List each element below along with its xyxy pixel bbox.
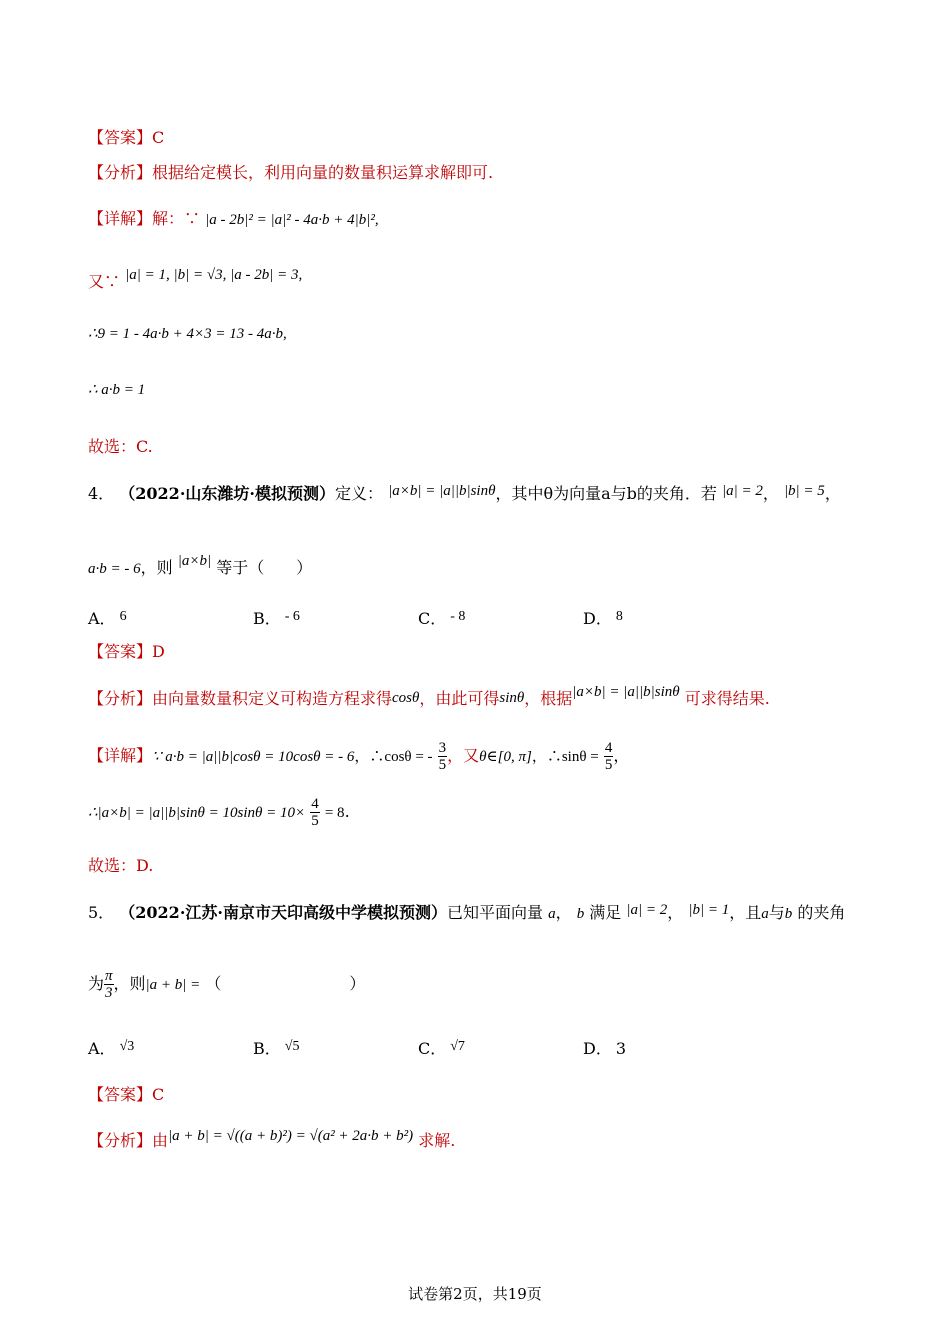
q4-detail-also: ，又 <box>447 746 480 765</box>
q5-option-a: A． √3 <box>88 1039 135 1058</box>
q4-analysis-sin: sinθ <box>499 690 525 706</box>
q5-stem-sep: ， <box>667 903 684 922</box>
page-footer: 试卷第2页，共19页 <box>408 1285 542 1303</box>
q4-detail-sin: ，∴sinθ = <box>531 749 599 765</box>
q4-detail-end: ， <box>613 746 630 765</box>
q5-stem-2: ， <box>555 903 572 922</box>
q4-stem-line1 <box>88 483 841 506</box>
q5-number: 5． <box>88 903 115 922</box>
q4-stem-sep: ， <box>762 484 779 503</box>
q4-number: 4． <box>88 484 115 503</box>
q5-answer: 【答案】C <box>88 1085 165 1104</box>
q4-result-dot: . <box>344 802 350 821</box>
q5-stem-line2 <box>88 968 365 1001</box>
q4-detail-label: 【详解】 <box>88 746 153 765</box>
q5-analysis-expr: |a + b| = √((a + b)²) = √(a² + 2a·b + b²) <box>168 1128 414 1144</box>
q5-analysis-2: 求解. <box>418 1131 456 1150</box>
q4-line2-text: ，则 <box>140 558 173 577</box>
q5-option-b: B． √5 <box>253 1039 300 1058</box>
q3-also <box>88 263 303 291</box>
q5-frac-pi-3: $\frac{\pi}{3}$ <box>105 968 113 1001</box>
q3-analysis: 【分析】根据给定模长，利用向量的数量积运算求解即可. <box>88 163 494 182</box>
q4-frac-3-5: $\frac{3}{5}$ <box>438 740 447 773</box>
q4-choose: 故选：D. <box>88 856 154 875</box>
q4-detail-range: θ∈[0, π] <box>479 749 532 765</box>
q5-option-c: C． √7 <box>418 1039 465 1058</box>
q5-stem-4: ，且 <box>729 903 762 922</box>
q4-source: （2022·山东潍坊·模拟预测） <box>119 484 335 503</box>
q5-stem-line1 <box>88 902 845 925</box>
q5-source: （2022·江苏·南京市天印高级中学模拟预测） <box>119 903 447 922</box>
q4-analysis-3: ，根据 <box>524 689 573 708</box>
q3-also-expr: |a| = 1, |b| = √3, |a - 2b| = 3, <box>125 267 303 283</box>
q5-line2-ask: |a + b| = <box>145 977 201 993</box>
q4-answer: 【答案】D <box>88 642 165 661</box>
q4-stem-cond1: |a| = 2 <box>721 483 763 499</box>
q4-detail-expr: ∵ a·b = |a||b|cosθ = 10cosθ = - 6 <box>152 749 355 765</box>
q5-stem-7: b <box>784 906 793 922</box>
q4-analysis-cos: cosθ <box>392 690 420 706</box>
q4-analysis-def: |a×b| = |a||b|sinθ <box>572 684 680 700</box>
q4-option-d: D． 8 <box>583 609 623 628</box>
q3-therefore-1: ∴9 = 1 - 4a·b + 4×3 = 13 - 4a·b, <box>88 326 287 342</box>
q5-stem-8: 的夹角 <box>797 903 846 922</box>
q5-analysis <box>88 1130 455 1153</box>
q4-frac-result: $\frac{4}{5}$ <box>311 796 319 829</box>
q3-detail <box>88 208 379 231</box>
q4-analysis-2: ，由此可得 <box>419 689 500 708</box>
q4-analysis <box>88 684 770 711</box>
q4-frac-4-5: $\frac{4}{5}$ <box>604 740 613 773</box>
q5-line2-2: ，则 <box>113 974 146 993</box>
q4-result-expr: ∴|a×b| = |a||b|sinθ = 10sinθ = 10× <box>88 805 306 821</box>
q5-stem-5: a <box>761 906 769 922</box>
q5-stem-cond1: |a| = 2 <box>626 902 668 918</box>
q5-analysis-1: 【分析】由 <box>88 1131 169 1150</box>
q3-detail-expr: |a - 2b|² = |a|² - 4a·b + 4|b|², <box>205 212 379 228</box>
q3-detail-label: 【详解】解：∵ <box>88 209 201 228</box>
q4-result <box>88 796 350 829</box>
q4-stem-def: |a×b| = |a||b|sinθ <box>388 483 496 499</box>
q5-line2-end: （ ） <box>205 974 366 993</box>
q4-line2-end: 等于（ ） <box>216 558 313 577</box>
q5-stem-cond2: |b| = 1 <box>688 902 730 918</box>
q4-detail <box>88 740 629 773</box>
q4-option-a: A． 6 <box>88 609 127 628</box>
q4-stem-2: ，其中θ为向量a与b的夹角．若 <box>495 484 717 503</box>
q4-stem-cond2: |b| = 5 <box>783 483 825 499</box>
q4-stem-end: ， <box>824 484 841 503</box>
q3-choose: 故选：C. <box>88 437 153 456</box>
q4-stem-1: 定义： <box>334 484 383 503</box>
q4-detail-cos: ，∴cosθ = - <box>354 749 433 765</box>
q3-therefore-2: ∴ a·b = 1 <box>88 382 146 398</box>
q5-stem-6: 与 <box>768 903 785 922</box>
q4-stem-line2 <box>88 553 313 580</box>
q3-answer: 【答案】C <box>88 128 165 147</box>
q5-stem-3: 满足 <box>589 903 622 922</box>
q5-stem-b: b <box>576 906 585 922</box>
q5-line2-1: 为 <box>88 974 105 993</box>
q4-option-c: C． - 8 <box>418 609 466 628</box>
q4-line2-expr: a·b = - 6 <box>88 561 141 577</box>
q3-also-label: 又∵ <box>88 272 121 291</box>
q5-option-d: D． 3 <box>583 1039 627 1058</box>
q4-analysis-4: 可求得结果. <box>684 689 770 708</box>
q5-stem-a: a <box>548 906 556 922</box>
q4-option-b: B． - 6 <box>253 609 300 628</box>
q4-analysis-1: 【分析】由向量数量积定义可构造方程求得 <box>88 689 393 708</box>
q4-line2-ask: |a×b| <box>177 553 212 569</box>
q5-stem-1: 已知平面向量 <box>446 903 543 922</box>
q4-result-end: = 8 <box>324 805 345 821</box>
